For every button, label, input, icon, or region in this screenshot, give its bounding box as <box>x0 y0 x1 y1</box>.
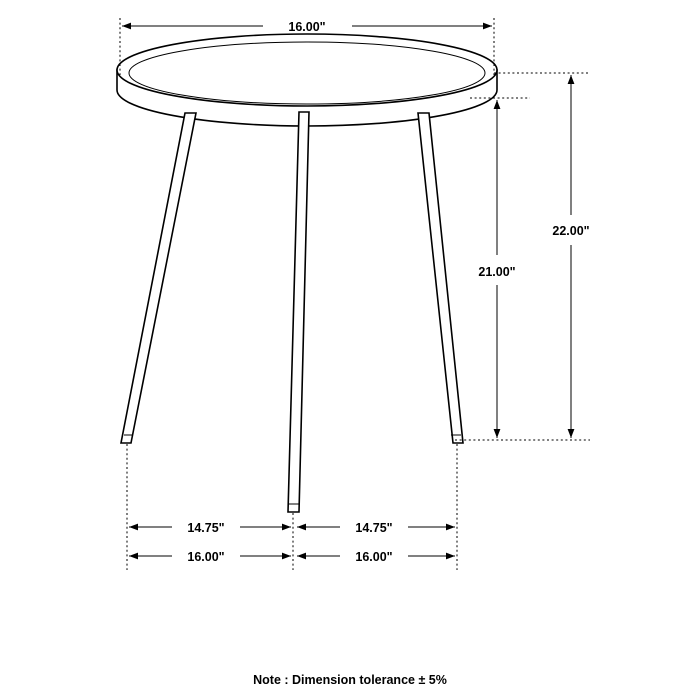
table-top-surface <box>117 34 497 106</box>
dim-outer-left-label: 16.00" <box>187 550 225 564</box>
leg-center-body <box>288 112 309 512</box>
leg-left-body <box>121 113 196 443</box>
dimension-overall-height <box>552 75 589 438</box>
dim-outer-right-label: 16.00" <box>355 550 393 564</box>
dim-inner-right-label: 14.75" <box>355 521 393 535</box>
dim-inner-left-label: 14.75" <box>187 521 225 535</box>
dim-top-width-label: 16.00" <box>288 20 326 34</box>
dim-leg-height-label: 21.00" <box>478 265 516 279</box>
table-leg-left <box>121 113 196 443</box>
table-illustration <box>117 34 497 512</box>
leg-right-body <box>418 113 463 443</box>
dimension-row-inner <box>129 521 455 535</box>
dimension-top-width <box>122 20 492 34</box>
tolerance-note: Note : Dimension tolerance ± 5% <box>253 673 447 687</box>
dimension-leg-height <box>478 100 515 438</box>
table-leg-right <box>418 113 463 443</box>
dim-overall-height-label: 22.00" <box>552 224 590 238</box>
dimension-row-outer <box>129 550 455 564</box>
table-leg-center <box>288 112 309 512</box>
